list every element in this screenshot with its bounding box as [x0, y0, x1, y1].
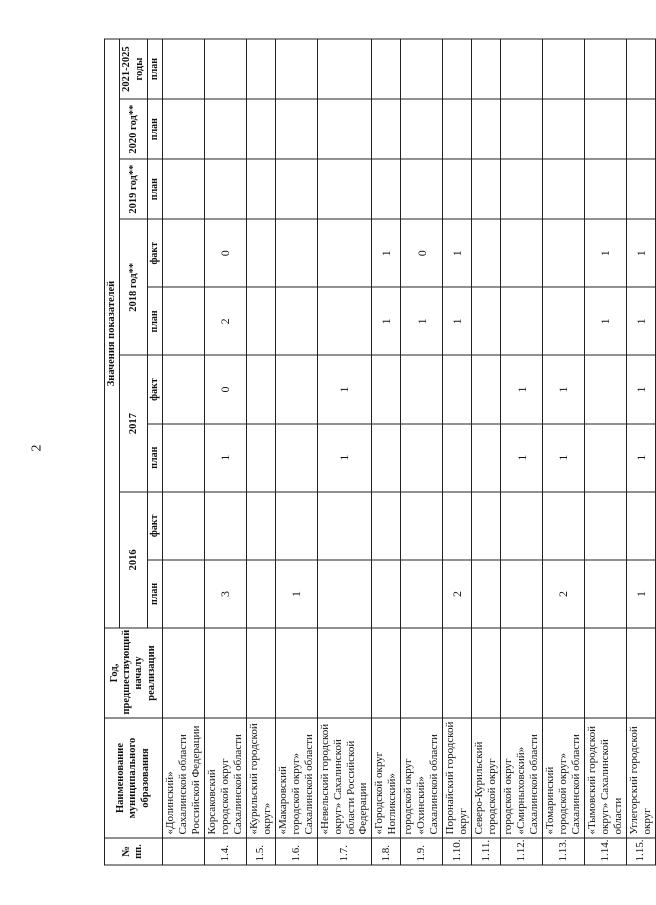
row-number: 1.10.: [443, 838, 472, 865]
indicator-value: [472, 424, 501, 492]
indicator-value: [275, 355, 317, 423]
indicator-value: [501, 99, 543, 159]
indicator-value: 1: [317, 355, 372, 423]
municipality-name: «Долинский» Сахалинской области Российской Федерации: [162, 718, 204, 838]
indicator-value: [372, 424, 401, 492]
indicator-value: [501, 159, 543, 219]
indicator-value: 1: [543, 424, 585, 492]
municipality-name: Поронайский городской округ: [443, 718, 472, 838]
indicator-value: [472, 39, 501, 99]
table-row: [501, 39, 543, 865]
indicator-value: [246, 424, 275, 492]
indicator-value: [275, 492, 317, 560]
indicator-value: [275, 219, 317, 287]
indicator-value: 1: [501, 424, 543, 492]
indicator-value: [317, 287, 372, 355]
indicator-value: [472, 99, 501, 159]
header-2016-fact: факт: [148, 492, 163, 560]
row-number: 1.4.: [204, 838, 246, 865]
indicator-value: [162, 219, 204, 287]
indicator-value: [443, 39, 472, 99]
indicator-value: [472, 287, 501, 355]
header-num: № пп.: [105, 838, 163, 865]
indicator-value: [317, 628, 372, 718]
indicator-value: 1: [626, 355, 655, 423]
indicator-value: [501, 560, 543, 628]
indicator-value: [443, 99, 472, 159]
indicator-value: [372, 159, 401, 219]
indicator-value: 0: [204, 355, 246, 423]
indicator-value: [246, 99, 275, 159]
indicator-value: 0: [401, 219, 443, 287]
indicator-value: [543, 219, 585, 287]
indicator-value: [501, 492, 543, 560]
indicator-value: 2: [204, 287, 246, 355]
indicator-value: [501, 219, 543, 287]
indicator-value: [317, 159, 372, 219]
header-values-group: Значения показателей: [105, 39, 120, 628]
indicator-value: 1: [501, 355, 543, 423]
municipality-name: городской округ «Охинский» Сахалинской области: [401, 718, 443, 838]
indicator-value: [204, 39, 246, 99]
indicator-value: [317, 39, 372, 99]
indicator-value: [317, 219, 372, 287]
indicator-value: 1: [275, 560, 317, 628]
header-2019-plan: план: [148, 159, 163, 219]
indicator-value: [543, 492, 585, 560]
indicator-value: [472, 355, 501, 423]
indicator-value: [626, 39, 655, 99]
indicator-value: 3: [204, 560, 246, 628]
indicator-value: [443, 424, 472, 492]
indicator-value: [162, 560, 204, 628]
indicator-value: [401, 560, 443, 628]
indicator-value: [372, 492, 401, 560]
indicator-value: [584, 628, 626, 718]
indicator-value: [472, 492, 501, 560]
indicator-value: [246, 159, 275, 219]
indicator-value: 1: [626, 219, 655, 287]
table-body: [162, 39, 655, 865]
indicator-value: [401, 628, 443, 718]
indicator-value: [162, 424, 204, 492]
indicator-value: 1: [543, 355, 585, 423]
table-row: [372, 39, 401, 865]
indicator-value: [246, 628, 275, 718]
municipality-name: Углегорский городской округ: [626, 718, 655, 838]
indicator-value: [246, 219, 275, 287]
indicator-value: [626, 492, 655, 560]
row-number: 1.5.: [246, 838, 275, 865]
header-2019: 2019 год**: [120, 159, 148, 219]
indicator-value: [401, 99, 443, 159]
indicator-value: [204, 159, 246, 219]
indicator-value: 1: [626, 424, 655, 492]
indicator-value: [543, 99, 585, 159]
indicator-value: 1: [401, 287, 443, 355]
indicator-value: [543, 628, 585, 718]
indicator-value: 2: [443, 560, 472, 628]
indicator-value: [501, 39, 543, 99]
row-number: 1.14.: [584, 838, 626, 865]
header-2020: 2020 год**: [120, 99, 148, 159]
table-row: [472, 39, 501, 865]
indicator-value: [162, 628, 204, 718]
indicator-value: [543, 159, 585, 219]
indicator-value: [162, 287, 204, 355]
header-2021-2025-plan: план: [148, 39, 163, 99]
indicator-value: [584, 492, 626, 560]
indicator-value: [317, 492, 372, 560]
indicator-value: [443, 355, 472, 423]
municipality-name: «Невельский городской округ» Сахалинской области Российской Федерации: [317, 718, 372, 838]
indicator-value: [204, 99, 246, 159]
row-number: 1.15.: [626, 838, 655, 865]
indicator-value: [626, 628, 655, 718]
indicator-value: 1: [584, 287, 626, 355]
indicator-value: [443, 492, 472, 560]
indicator-value: [275, 287, 317, 355]
indicator-value: [501, 628, 543, 718]
indicator-value: [543, 39, 585, 99]
row-number: 1.6.: [275, 838, 317, 865]
indicator-value: [401, 492, 443, 560]
header-2017: 2017: [120, 355, 148, 491]
indicator-value: [372, 39, 401, 99]
indicator-value: 1: [584, 219, 626, 287]
indicator-value: [584, 424, 626, 492]
header-2016-plan: план: [148, 560, 163, 628]
municipality-name: Корсаковский городской округ Сахалинской области: [204, 718, 246, 838]
header-2018-fact: факт: [148, 219, 163, 287]
row-number: [162, 838, 204, 865]
indicator-value: [472, 219, 501, 287]
indicator-value: [543, 287, 585, 355]
header-2020-plan: план: [148, 99, 163, 159]
row-number: 1.11.: [472, 838, 501, 865]
header-2018: 2018 год**: [120, 219, 148, 355]
indicator-value: [443, 159, 472, 219]
indicator-value: [275, 39, 317, 99]
header-2017-plan: план: [148, 424, 163, 492]
municipality-name: «Тымовский городской округ» Сахалинской области: [584, 718, 626, 838]
header-year-before: Год, предшествующий началу реализации: [105, 628, 163, 718]
indicator-value: [246, 355, 275, 423]
row-number: 1.8.: [372, 838, 401, 865]
municipality-name: «Томаринский городской округ» Сахалинской области: [543, 718, 585, 838]
table-row: [401, 39, 443, 865]
indicator-value: 1: [443, 219, 472, 287]
header-2017-fact: факт: [148, 355, 163, 423]
indicator-value: [275, 159, 317, 219]
indicator-value: [275, 99, 317, 159]
indicator-value: [275, 628, 317, 718]
indicator-value: 0: [204, 219, 246, 287]
indicator-value: [401, 39, 443, 99]
indicator-value: [584, 560, 626, 628]
table-row: [443, 39, 472, 865]
table-row: [317, 39, 372, 865]
municipality-name: «Макаровский городской округ» Сахалинской области: [275, 718, 317, 838]
indicator-value: [246, 492, 275, 560]
indicator-value: [275, 424, 317, 492]
indicator-value: [372, 560, 401, 628]
indicator-value: [401, 159, 443, 219]
header-2021-2025: 2021-2025 годы: [120, 39, 148, 99]
indicator-value: 1: [317, 424, 372, 492]
indicator-value: [246, 560, 275, 628]
indicator-value: [372, 99, 401, 159]
indicator-value: [472, 628, 501, 718]
indicator-value: 1: [626, 560, 655, 628]
indicator-value: 1: [626, 287, 655, 355]
indicator-value: 1: [372, 287, 401, 355]
table-row: [246, 39, 275, 865]
indicator-value: [317, 560, 372, 628]
indicator-value: [317, 99, 372, 159]
indicator-value: [372, 628, 401, 718]
indicators-table: [104, 39, 656, 866]
header-2018-plan: план: [148, 287, 163, 355]
indicator-value: [372, 355, 401, 423]
indicator-value: 1: [372, 219, 401, 287]
municipality-name: «Курильский городской округ»: [246, 718, 275, 838]
table-row: [162, 39, 204, 865]
indicator-value: [162, 492, 204, 560]
indicator-value: [246, 39, 275, 99]
indicator-value: [162, 159, 204, 219]
indicator-value: 1: [443, 287, 472, 355]
municipality-name: городской округ «Смирныховский» Сахалинской области: [501, 718, 543, 838]
table-row: [204, 39, 246, 865]
indicator-value: [472, 159, 501, 219]
indicator-value: [584, 355, 626, 423]
indicator-value: [204, 492, 246, 560]
indicator-value: [443, 628, 472, 718]
indicator-value: [401, 424, 443, 492]
indicator-value: [584, 159, 626, 219]
table-row: [275, 39, 317, 865]
indicator-value: 1: [204, 424, 246, 492]
indicator-value: [401, 355, 443, 423]
header-row-1: [105, 39, 120, 865]
header-2016: 2016: [120, 492, 148, 628]
table-row: [543, 39, 585, 865]
indicator-value: [204, 628, 246, 718]
municipality-name: «Городской округ Ногликский»: [372, 718, 401, 838]
row-number: 1.13.: [543, 838, 585, 865]
rotated-table-wrapper: [104, 39, 653, 866]
indicator-value: [626, 99, 655, 159]
row-number: 1.7.: [317, 838, 372, 865]
indicator-value: [246, 287, 275, 355]
indicator-value: [162, 39, 204, 99]
table-row: [584, 39, 626, 865]
indicator-value: 2: [543, 560, 585, 628]
indicator-value: [162, 355, 204, 423]
indicator-value: [162, 99, 204, 159]
indicator-value: [501, 287, 543, 355]
indicator-value: [626, 159, 655, 219]
row-number: 1.9.: [401, 838, 443, 865]
indicator-value: [584, 39, 626, 99]
page-number: 2: [29, 444, 45, 452]
indicator-value: [472, 560, 501, 628]
indicator-value: [584, 99, 626, 159]
header-name: Наименование муниципального образования: [105, 718, 163, 838]
municipality-name: Северо-Курильский городской округ: [472, 718, 501, 838]
table-row: [626, 39, 655, 865]
row-number: 1.12.: [501, 838, 543, 865]
